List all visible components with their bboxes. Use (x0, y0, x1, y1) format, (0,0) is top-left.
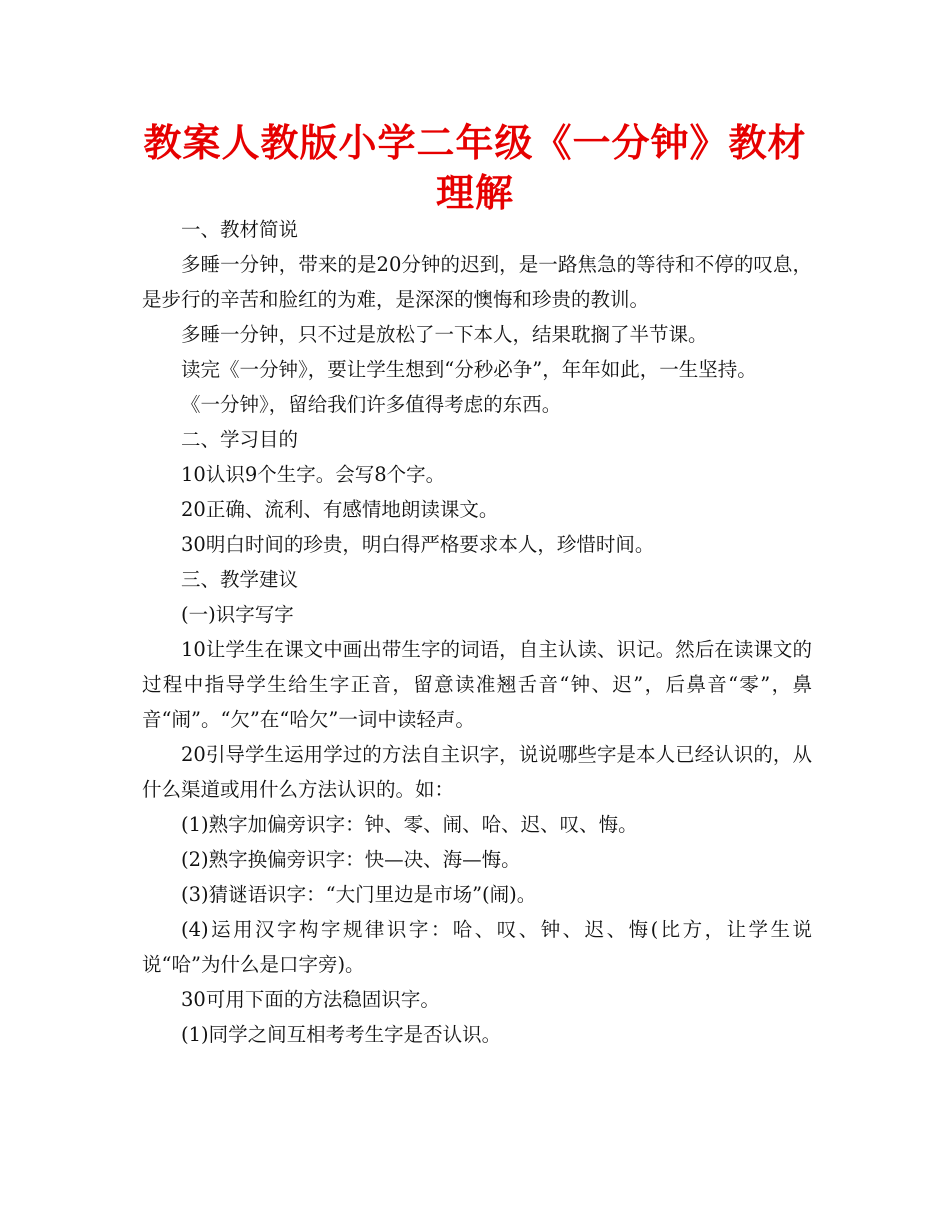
list-item: 30明白时间的珍贵，明白得严格要求本人，珍惜时间。 (181, 533, 655, 556)
paragraph: 《一分钟》，留给我们许多值得考虑的东西。 (181, 393, 562, 416)
paragraph: 30可用下面的方法稳固识字。 (181, 988, 440, 1011)
paragraph: 多睡一分钟，只不过是放松了一下本人，结果耽搁了半节课。 (181, 323, 708, 346)
list-item: (2)熟字换偏旁识字：快—决、海—悔。 (181, 848, 521, 871)
document-body (142, 212, 812, 1052)
section-heading-intro: 一、教材简说 (181, 218, 299, 241)
section-heading-suggestions: 三、教学建议 (181, 568, 299, 591)
list-item: (1)同学之间互相考考生字是否认识。 (181, 1023, 502, 1046)
paragraph: 10让学生在课文中画出带生字的词语，自主认读、识记。然后在读课文的过程中指导学生给生字正音，留意读准翘舌音“钟、迟”，后鼻音“零”，鼻音“闹”。“欠”在“哈欠”一词中读轻声。 (142, 638, 812, 731)
document-title: 教案人教版小学二年级《一分钟》教材理解 (143, 121, 807, 215)
paragraph: 多睡一分钟，带来的是20分钟的迟到，是一路焦急的等待和不停的叹息，是步行的辛苦和脸红的为难，是深深的懊悔和珍贵的教训。 (142, 253, 812, 311)
section-heading-goals: 二、学习目的 (181, 428, 299, 451)
paragraph: 20引导学生运用学过的方法自主识字，说说哪些字是本人已经认识的，从什么渠道或用什么方法认识的。如： (142, 743, 812, 801)
paragraph: 读完《一分钟》，要让学生想到“分秒必争”，年年如此，一生坚持。 (181, 358, 757, 381)
list-item: 10认识9个生字。会写8个字。 (181, 463, 446, 486)
list-item: 20正确、流利、有感情地朗读课文。 (181, 498, 499, 521)
subsection-heading: (一)识字写字 (181, 603, 294, 626)
list-item: (3)猜谜语识字：“大门里边是市场”(闹)。 (181, 883, 537, 906)
list-item: (1)熟字加偏旁识字：钟、零、闹、哈、迟、叹、悔。 (181, 813, 638, 836)
list-item: (4)运用汉字构字规律识字：哈、叹、钟、迟、悔(比方，让学生说说“哈”为什么是口字旁)。 (142, 918, 812, 976)
